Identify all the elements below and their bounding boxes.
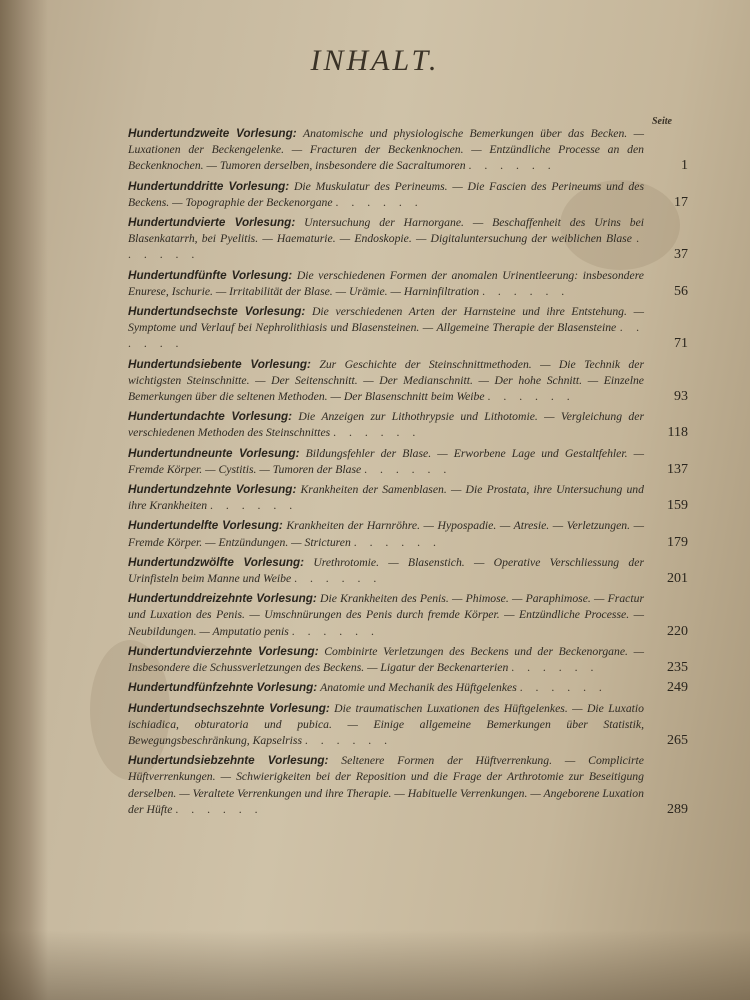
page-number: 235	[667, 660, 688, 676]
dot-leaders: . . . . . .	[128, 321, 645, 351]
page-number: 37	[674, 247, 688, 263]
lecture-description: Krankheiten der Harnröhre. — Hypospadie. — Atresie. — Verletzungen. — Fremde Körper. — Entzündungen. — Stricturen	[128, 519, 645, 549]
lecture-description: Krankheiten der Samenblasen. — Die Prostata, ihre Untersuchung und ihre Krankheiten	[128, 483, 644, 513]
lecture-heading: Hundertundsechszehnte Vorlesung:	[128, 701, 330, 715]
toc-entry	[128, 268, 688, 300]
table-of-contents	[128, 126, 688, 822]
page-column-label: Seite	[652, 116, 672, 127]
dot-leaders: . . . . . .	[333, 426, 421, 440]
lecture-description: Urethrotomie. — Blasenstich. — Operative Verschliessung der Urinfisteln beim Manne und Weibe	[128, 555, 644, 586]
toc-entry	[128, 555, 688, 587]
toc-entry	[128, 304, 688, 353]
toc-entry	[128, 215, 688, 264]
lecture-heading: Hundertundfünfte Vorlesung:	[128, 268, 293, 282]
toc-entry	[128, 753, 688, 818]
dot-leaders: . . . . . .	[291, 624, 379, 638]
dot-leaders: . . . . . .	[128, 232, 644, 262]
toc-entry	[128, 680, 688, 696]
lecture-description: Anatomische und physiologische Bemerkungen über das Becken. — Luxationen der Beckengelenke. — Fracturen der Beckenknochen. — Entzündliche Processe an den Beckenknochen. — Tumoren derselben, insbesondere die Sacraltumoren	[128, 127, 644, 173]
dot-leaders: . . . . . .	[353, 535, 441, 549]
lecture-description: Seltenere Formen der Hüftverrenkung. — Complicirte Hüftverrenkungen. — Schwierigkeiten bei der Reposition und die Frage der Arthrotomie zur Beseitigung derselben. — Veraltete Verrenkungen und ihre Therapie. — Habituelle Verrenkungen. — Angeborene Luxation der Hüfte	[128, 754, 644, 816]
lecture-heading: Hundertundneunte Vorlesung:	[128, 446, 300, 460]
page-number: 118	[667, 425, 688, 441]
dot-leaders: . . . . . .	[468, 159, 556, 173]
lecture-description: Die traumatischen Luxationen des Hüftgelenkes. — Die Luxatio ischiadica, obturatoria und pubica. — Einige allgemeine Bemerkungen über Statistik, Bewegungsbeschränkung, Kapselriss	[128, 701, 645, 747]
dot-leaders: . . . . . .	[304, 733, 393, 747]
toc-entry	[128, 446, 688, 478]
lecture-heading: Hundertundzehnte Vorlesung:	[128, 483, 297, 497]
lecture-description: Combinirte Verletzungen des Beckens und der Beckenorgane. — Insbesondere die Schussverletzungen des Beckens. — Ligatur der Beckenarterien	[128, 644, 644, 675]
lecture-heading: Hundertundsechste Vorlesung:	[128, 305, 306, 319]
page-number: 249	[667, 680, 688, 696]
lecture-heading: Hundertunddritte Vorlesung:	[128, 179, 290, 193]
lecture-heading: Hundertundzwölfte Vorlesung:	[128, 555, 305, 569]
lecture-heading: Hundertundfünfzehnte Vorlesung:	[128, 681, 318, 695]
page-number: 265	[667, 732, 688, 748]
lecture-description: Die verschiedenen Formen der anomalen Urinentleerung: insbesondere Enurese, Ischurie. — Irritabilität der Blase. — Urämie. — Harninfiltration	[128, 268, 644, 298]
lecture-heading: Hundertunddreizehnte Vorlesung:	[128, 592, 317, 606]
lecture-heading: Hundertundzweite Vorlesung:	[128, 127, 297, 140]
lecture-description: Untersuchung der Harnorgane. — Beschaffenheit des Urins bei Blasenkatarrh, bei Pyelitis. — Haematurie. — Endoskopie. — Digitaluntersuchung der weiblichen Blase	[128, 216, 645, 246]
lecture-heading: Hundertundsiebzehnte Vorlesung:	[128, 754, 329, 768]
toc-entry	[128, 126, 688, 175]
dot-leaders: . . . . . .	[519, 681, 607, 695]
page-number: 159	[667, 498, 688, 514]
toc-entry	[128, 482, 688, 514]
dot-leaders: . . . . . .	[511, 661, 599, 675]
lecture-description: Die Muskulatur des Perineums. — Die Fascien des Perineums und des Beckens. — Topographie der Beckenorgane	[128, 179, 644, 209]
lecture-description: Die verschiedenen Arten der Harnsteine und ihre Entstehung. — Symptome und Verlauf bei Nephrolithiasis und Blasensteinen. — Allgemeine Therapie der Blasensteine	[128, 305, 644, 335]
page-number: 137	[667, 461, 688, 477]
page-number: 201	[667, 571, 688, 587]
toc-entry	[128, 518, 688, 550]
toc-entry	[128, 179, 688, 211]
toc-entry	[128, 409, 688, 441]
dot-leaders: . . . . . .	[482, 284, 570, 298]
book-spine-shadow	[0, 0, 48, 1000]
dot-leaders: . . . . . .	[210, 499, 298, 513]
lecture-heading: Hundertundelfte Vorlesung:	[128, 519, 283, 533]
page-bottom-shadow	[0, 930, 750, 1000]
lecture-description: Bildungsfehler der Blase. — Erworbene Lage und Gestaltfehler. — Fremde Körper. — Cystitis. — Tumoren der Blase	[128, 446, 645, 476]
page-number: 1	[681, 158, 688, 174]
lecture-heading: Hundertundachte Vorlesung:	[128, 410, 292, 424]
page-number: 179	[667, 534, 688, 550]
dot-leaders: . . . . . .	[175, 802, 263, 816]
page-number: 93	[674, 389, 688, 405]
lecture-description: Die Anzeigen zur Lithothrypsie und Lithotomie. — Vergleichung der verschiedenen Methoden des Steinschnittes	[128, 410, 644, 440]
lecture-description: Die Krankheiten des Penis. — Phimose. — Paraphimose. — Fractur und Luxation des Penis. — Umschnürungen des Penis durch fremde Körper. — Entzündliche Processe. — Neubildungen. — Amputatio penis	[128, 592, 644, 638]
dot-leaders: . . . . . .	[335, 195, 423, 209]
lecture-heading: Hundertundvierte Vorlesung:	[128, 216, 296, 230]
page-number: 56	[674, 283, 688, 299]
page-number: 17	[674, 194, 688, 210]
page-title: INHALT.	[310, 44, 440, 77]
lecture-description: Anatomie und Mechanik des Hüftgelenkes	[320, 681, 517, 695]
lecture-heading: Hundertundvierzehnte Vorlesung:	[128, 644, 319, 658]
page-number: 220	[667, 623, 688, 639]
toc-entry	[128, 701, 688, 750]
page-number: 289	[667, 801, 688, 817]
dot-leaders: . . . . . .	[364, 462, 452, 476]
lecture-heading: Hundertundsiebente Vorlesung:	[128, 357, 311, 371]
toc-entry	[128, 644, 688, 676]
toc-entry	[128, 591, 688, 640]
page-number: 71	[674, 336, 688, 352]
dot-leaders: . . . . . .	[294, 572, 382, 586]
lecture-description: Zur Geschichte der Steinschnittmethoden. — Die Technik der wichtigsten Steinschnitte. — Der Seitenschnitt. — Der Medianschnitt. — Der hohe Schnitt. — Einzelne Bemerkungen über die seltenen Methoden. — Der Blasenschnitt beim Weibe	[128, 357, 644, 404]
toc-entry	[128, 357, 688, 406]
dot-leaders: . . . . . .	[487, 390, 575, 404]
